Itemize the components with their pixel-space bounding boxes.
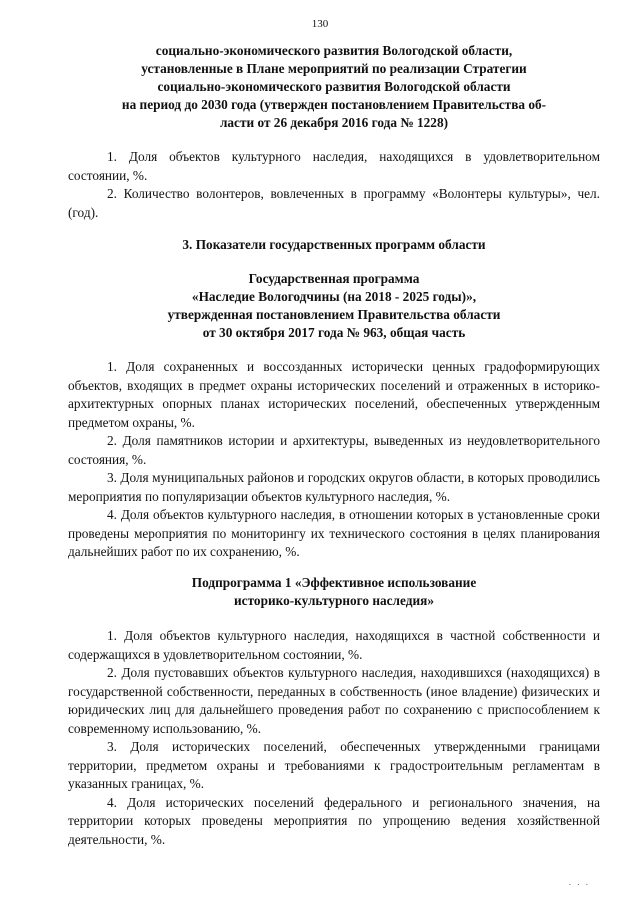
heading-line: Государственная программа (248, 271, 420, 286)
heading-line: «Наследие Вологодчины (на 2018 - 2025 годы)», (191, 289, 477, 304)
section-title: 3. Показатели государственных программ области (182, 237, 486, 252)
page-number: 130 (311, 18, 329, 30)
heading-line: установленные в Плане мероприятий по реализации Стратегии (141, 61, 527, 76)
section-heading (68, 236, 600, 254)
list-item: 3. Доля муниципальных районов и городских округов области, в которых проводились мероприятия по популяризации объектов культурного наследия, %. (68, 470, 600, 504)
subprogram-heading (68, 574, 600, 610)
footer-mark: . . . (568, 877, 590, 887)
list-item: 3. Доля исторических поселений, обеспеченных утвержденными границами территории, предметом охраны и требованиями к градостроительным регламентам в указанных границах, %. (68, 739, 600, 791)
intro-list (68, 148, 600, 222)
heading-line: Подпрограмма 1 «Эффективное использование (191, 575, 477, 590)
intro-heading (68, 42, 600, 132)
heading-line: от 30 октября 2017 года № 963, общая часть (202, 325, 466, 340)
heading-line: на период до 2030 года (утвержден постановлением Правительства об- (121, 97, 547, 112)
heading-line: социально-экономического развития Вологодской области, (155, 43, 513, 58)
heading-line: утвержденная постановлением Правительства области (167, 307, 501, 322)
list-item: 1. Доля сохраненных и воссозданных исторически ценных градоформирующих объектов, входящих в предмет охраны исторических поселений и отраженных в историко-архитектурных опорных планах исторических поселений, обеспеченных утвержденным предметом охраны, %. (68, 359, 600, 430)
heading-line: социально-экономического развития Вологодской области (157, 79, 511, 94)
list-item: 4. Доля объектов культурного наследия, в отношении которых в установленные сроки проведены мероприятия по мониторингу их технического состояния в целях планирования дальнейших работ по их сохранению, %. (68, 507, 600, 559)
list-item: 4. Доля исторических поселений федерального и регионального значения, на территории которых проведены мероприятия по упрощению ведения хозяйственной деятельности, %. (68, 794, 600, 847)
heading-line: ласти от 26 декабря 2016 года № 1228) (219, 115, 449, 130)
list-item: 2. Доля пустовавших объектов культурного наследия, находившихся (находящихся) в государственной собственности, переданных в собственность (иное владение) физических и юридических лиц для дальнейшего проведения работ по сохранению с приспособлением к современному использованию, %. (68, 665, 600, 736)
list-item: 1. Доля объектов культурного наследия, находящихся в частной собственности и содержащихся в удовлетворительном состоянии, %. (68, 628, 600, 662)
subprogram-list (68, 627, 600, 849)
list-item: 2. Количество волонтеров, вовлеченных в программу «Волонтеры культуры», чел. (год). (68, 186, 600, 220)
program-heading (68, 270, 600, 342)
list-item: 1. Доля объектов культурного наследия, находящихся в удовлетворительном состоянии, %. (68, 149, 600, 183)
heading-line: историко-культурного наследия» (234, 593, 434, 608)
program-list (68, 358, 600, 562)
list-item: 2. Доля памятников истории и архитектуры, выведенных из неудовлетворительного состояния, %. (68, 433, 600, 467)
